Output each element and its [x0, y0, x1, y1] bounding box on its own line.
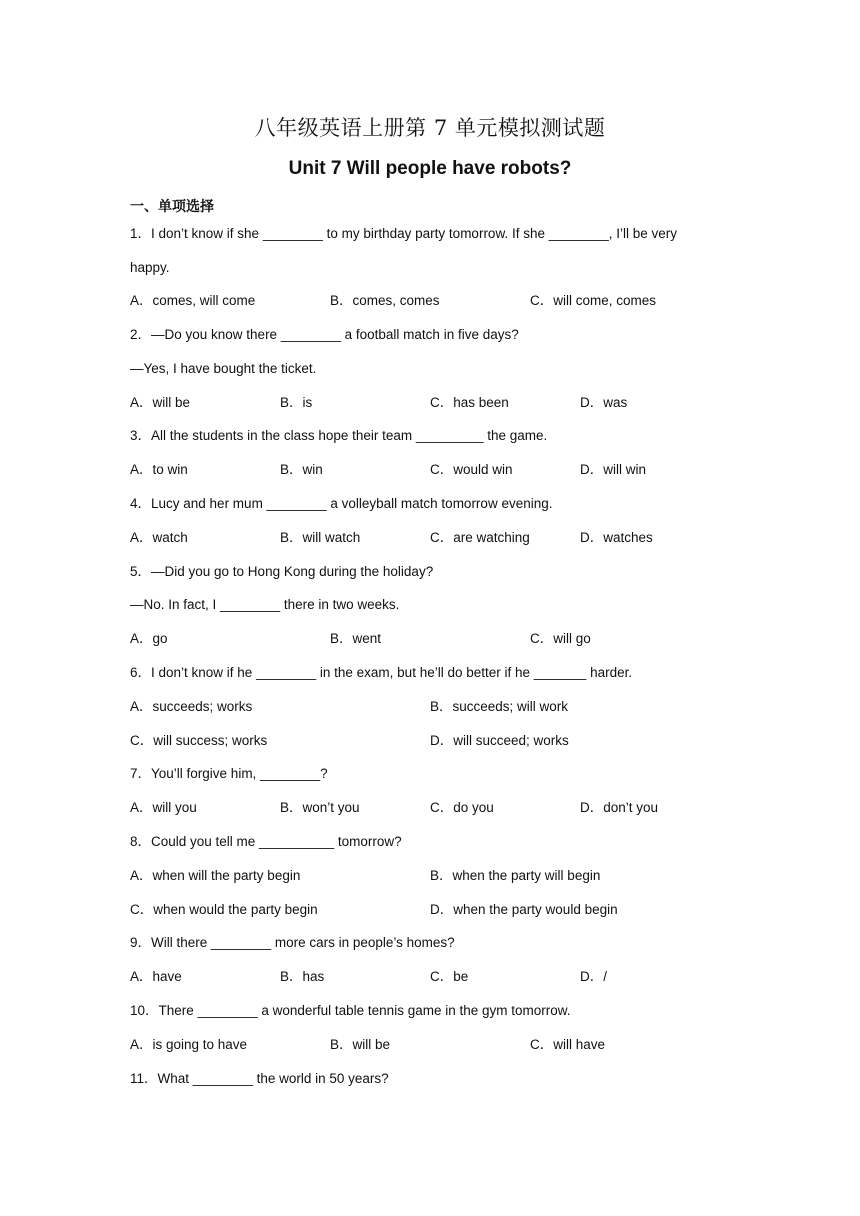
option-a: A．to win: [130, 462, 188, 477]
option-c: C．has been: [430, 395, 509, 410]
question-stem: 11．What ________ the world in 50 years?: [130, 1071, 389, 1086]
option-c: C．will come, comes: [530, 293, 657, 308]
option-c: C．would win: [430, 462, 513, 477]
option-a: A．comes, will come: [130, 293, 256, 308]
question-stem: 4．Lucy and her mum ________ a volleyball match tomorrow evening.: [130, 496, 553, 511]
option-b: B．went: [330, 631, 382, 646]
question-stem-continued: —No. In fact, I ________ there in two weeks.: [130, 597, 400, 612]
option-c: C．are watching: [430, 530, 530, 545]
option-b: B．has: [280, 969, 325, 984]
page-title: 八年级英语上册第 7 单元模拟测试题: [254, 116, 606, 140]
section-heading: 一、单项选择: [130, 198, 214, 214]
option-b: B．win: [280, 462, 323, 477]
option-b: B．won’t you: [280, 800, 360, 815]
option-d: D．/: [580, 969, 607, 984]
question-stem: 5．—Did you go to Hong Kong during the holiday?: [130, 564, 434, 579]
question-stem: 1．I don’t know if she ________ to my birthday party tomorrow. If she ________, I’ll be very: [130, 226, 678, 241]
question-stem: 6．I don’t know if he ________ in the exam, but he’ll do better if he _______ harder.: [130, 665, 633, 680]
option-a: A．watch: [130, 530, 188, 545]
option-c: C．will go: [530, 631, 591, 646]
option-a: A．will be: [130, 395, 191, 410]
option-c: C．when would the party begin: [130, 902, 318, 917]
question-stem-continued: happy.: [130, 260, 170, 275]
option-a: A．is going to have: [130, 1037, 248, 1052]
option-a: A．have: [130, 969, 182, 984]
question-stem: 7．You’ll forgive him, ________?: [130, 766, 328, 781]
option-a: A．when will the party begin: [130, 868, 301, 883]
option-c: C．do you: [430, 800, 494, 815]
option-c: C．will have: [530, 1037, 606, 1052]
page-subtitle: Unit 7 Will people have robots?: [288, 158, 572, 179]
option-d: D．will succeed; works: [430, 733, 569, 748]
option-a: A．go: [130, 631, 168, 646]
option-b: B．will watch: [280, 530, 361, 545]
option-d: D．was: [580, 395, 628, 410]
option-d: D．when the party would begin: [430, 902, 618, 917]
question-stem: 9．Will there ________ more cars in people’s homes?: [130, 935, 455, 950]
option-b: B．will be: [330, 1037, 391, 1052]
question-stem: 2．—Do you know there ________ a football match in five days?: [130, 327, 519, 342]
question-stem: 8．Could you tell me __________ tomorrow?: [130, 834, 402, 849]
option-b: B．when the party will begin: [430, 868, 601, 883]
option-d: D．watches: [580, 530, 653, 545]
question-stem-continued: —Yes, I have bought the ticket.: [130, 361, 317, 376]
option-a: A．succeeds; works: [130, 699, 253, 714]
option-a: A．will you: [130, 800, 197, 815]
question-stem: 10．There ________ a wonderful table tennis game in the gym tomorrow.: [130, 1003, 571, 1018]
question-stem: 3．All the students in the class hope their team _________ the game.: [130, 428, 548, 443]
option-b: B．is: [280, 395, 313, 410]
option-d: D．don’t you: [580, 800, 659, 815]
option-d: D．will win: [580, 462, 647, 477]
option-c: C．be: [430, 969, 469, 984]
option-b: B．comes, comes: [330, 293, 440, 308]
option-c: C．will success; works: [130, 733, 268, 748]
option-b: B．succeeds; will work: [430, 699, 569, 714]
